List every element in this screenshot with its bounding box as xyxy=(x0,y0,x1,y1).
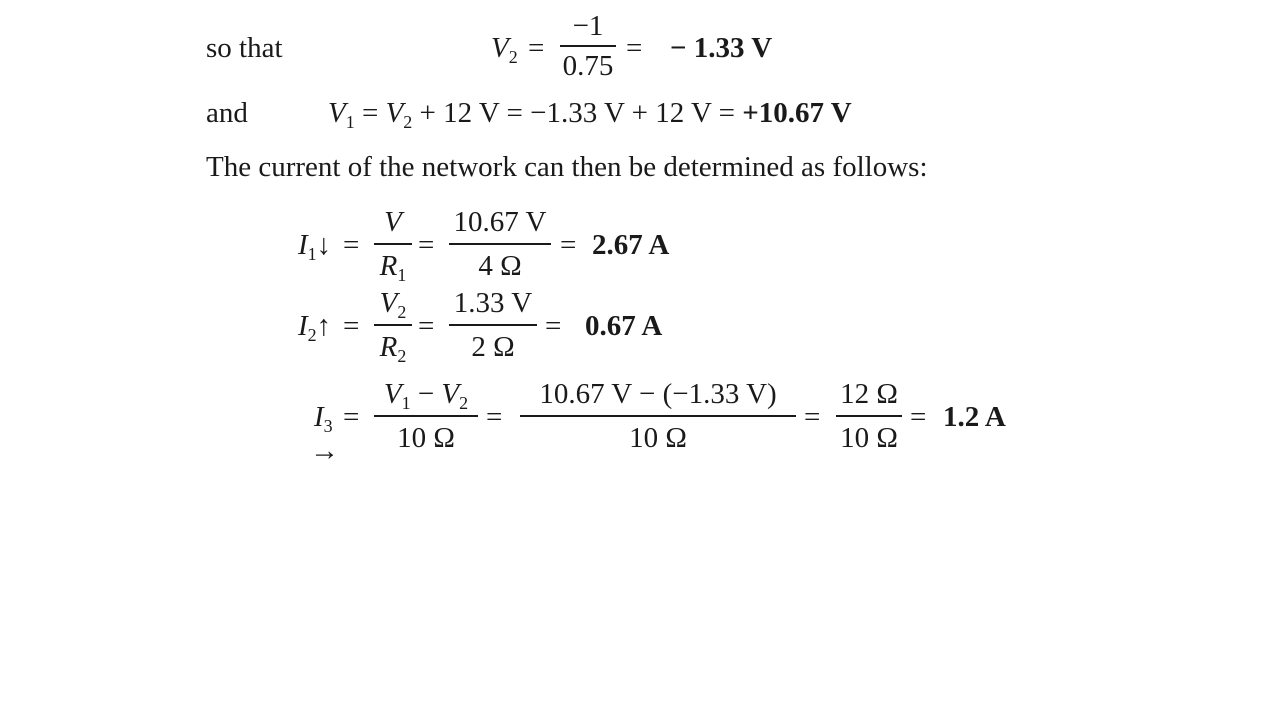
eq3-fraction-2 xyxy=(520,378,796,454)
arrow-up-icon: ↑ xyxy=(316,310,332,342)
eq2-equals-2: = xyxy=(418,310,435,342)
line3-sentence: The current of the network can then be determined as follows: xyxy=(206,151,928,183)
eq2-lhs: I2↑ xyxy=(298,310,332,345)
eq3-f3-bar xyxy=(836,415,902,417)
eq3-f1-numerator: V1 − V2 xyxy=(383,378,469,413)
eq3-f2-bar xyxy=(520,415,796,417)
line2-v2: V2 xyxy=(385,97,413,132)
eq3-lhs: I3 xyxy=(314,401,333,436)
eq2-result: 0.67 A xyxy=(585,310,663,342)
eq3-result: 1.2 A xyxy=(943,401,1006,433)
eq3-f2-numerator: 10.67 V − (−1.33 V) xyxy=(539,378,777,410)
eq3-f1-denominator: 10 Ω xyxy=(397,422,455,454)
eq2-equals-1: = xyxy=(343,310,360,342)
eq1-fraction-1 xyxy=(374,206,412,285)
eq3-equals-1: = xyxy=(343,401,360,433)
line1-result: − 1.33 V xyxy=(670,32,773,64)
line1-fraction-numerator: −1 xyxy=(572,10,604,42)
line1-fraction-bar xyxy=(560,45,616,47)
eq3-equals-3: = xyxy=(804,401,821,433)
eq3-f1-bar xyxy=(374,415,478,417)
eq3-fraction-3 xyxy=(836,378,902,454)
eq2-fraction-2 xyxy=(449,287,537,363)
eq1-f1-numerator: V xyxy=(384,206,402,238)
arrow-down-icon: ↓ xyxy=(316,229,332,261)
line2-equals: = xyxy=(361,97,379,129)
line1-equals: = xyxy=(528,32,545,64)
eq1-lhs: I1↓ xyxy=(298,229,332,264)
eq1-f1-bar xyxy=(374,243,412,245)
eq3-f2-denominator: 10 Ω xyxy=(629,422,687,454)
line2-expression xyxy=(328,97,852,132)
line1-fraction xyxy=(560,10,616,80)
eq2-f1-denominator: R2 xyxy=(379,331,407,366)
eq2-f1-bar xyxy=(374,324,412,326)
line2-v1: V1 xyxy=(328,97,355,132)
line2-rest: + 12 V = −1.33 V + 12 V = xyxy=(419,97,735,129)
eq3-fraction-1 xyxy=(374,378,478,454)
arrow-right-icon: → xyxy=(310,435,339,467)
line1-lhs-var: V2 xyxy=(491,32,518,67)
eq2-f1-numerator: V2 xyxy=(379,287,407,322)
eq1-equals-3: = xyxy=(560,229,577,261)
eq3-equals-2: = xyxy=(486,401,503,433)
eq3-equals-4: = xyxy=(910,401,927,433)
eq2-f2-numerator: 1.33 V xyxy=(453,287,533,319)
eq1-equals-1: = xyxy=(343,229,360,261)
eq1-fraction-2 xyxy=(449,206,551,282)
eq3-f3-numerator: 12 Ω xyxy=(840,378,898,410)
line1-equals-2: = xyxy=(626,32,643,64)
eq2-equals-3: = xyxy=(545,310,562,342)
eq2-f2-bar xyxy=(449,324,537,326)
eq1-result: 2.67 A xyxy=(592,229,670,261)
eq1-equals-2: = xyxy=(418,229,435,261)
eq2-fraction-1 xyxy=(374,287,412,366)
line2-result: +10.67 V xyxy=(742,97,852,129)
eq2-f2-denominator: 2 Ω xyxy=(471,331,515,363)
eq1-f2-numerator: 10.67 V xyxy=(453,206,547,238)
eq1-f2-denominator: 4 Ω xyxy=(478,250,522,282)
eq3-f3-denominator: 10 Ω xyxy=(840,422,898,454)
line2-lead: and xyxy=(206,97,248,129)
line1-lead: so that xyxy=(206,32,283,64)
eq1-f2-bar xyxy=(449,243,551,245)
line1-fraction-denominator: 0.75 xyxy=(562,50,614,82)
eq1-f1-denominator: R1 xyxy=(379,250,407,285)
